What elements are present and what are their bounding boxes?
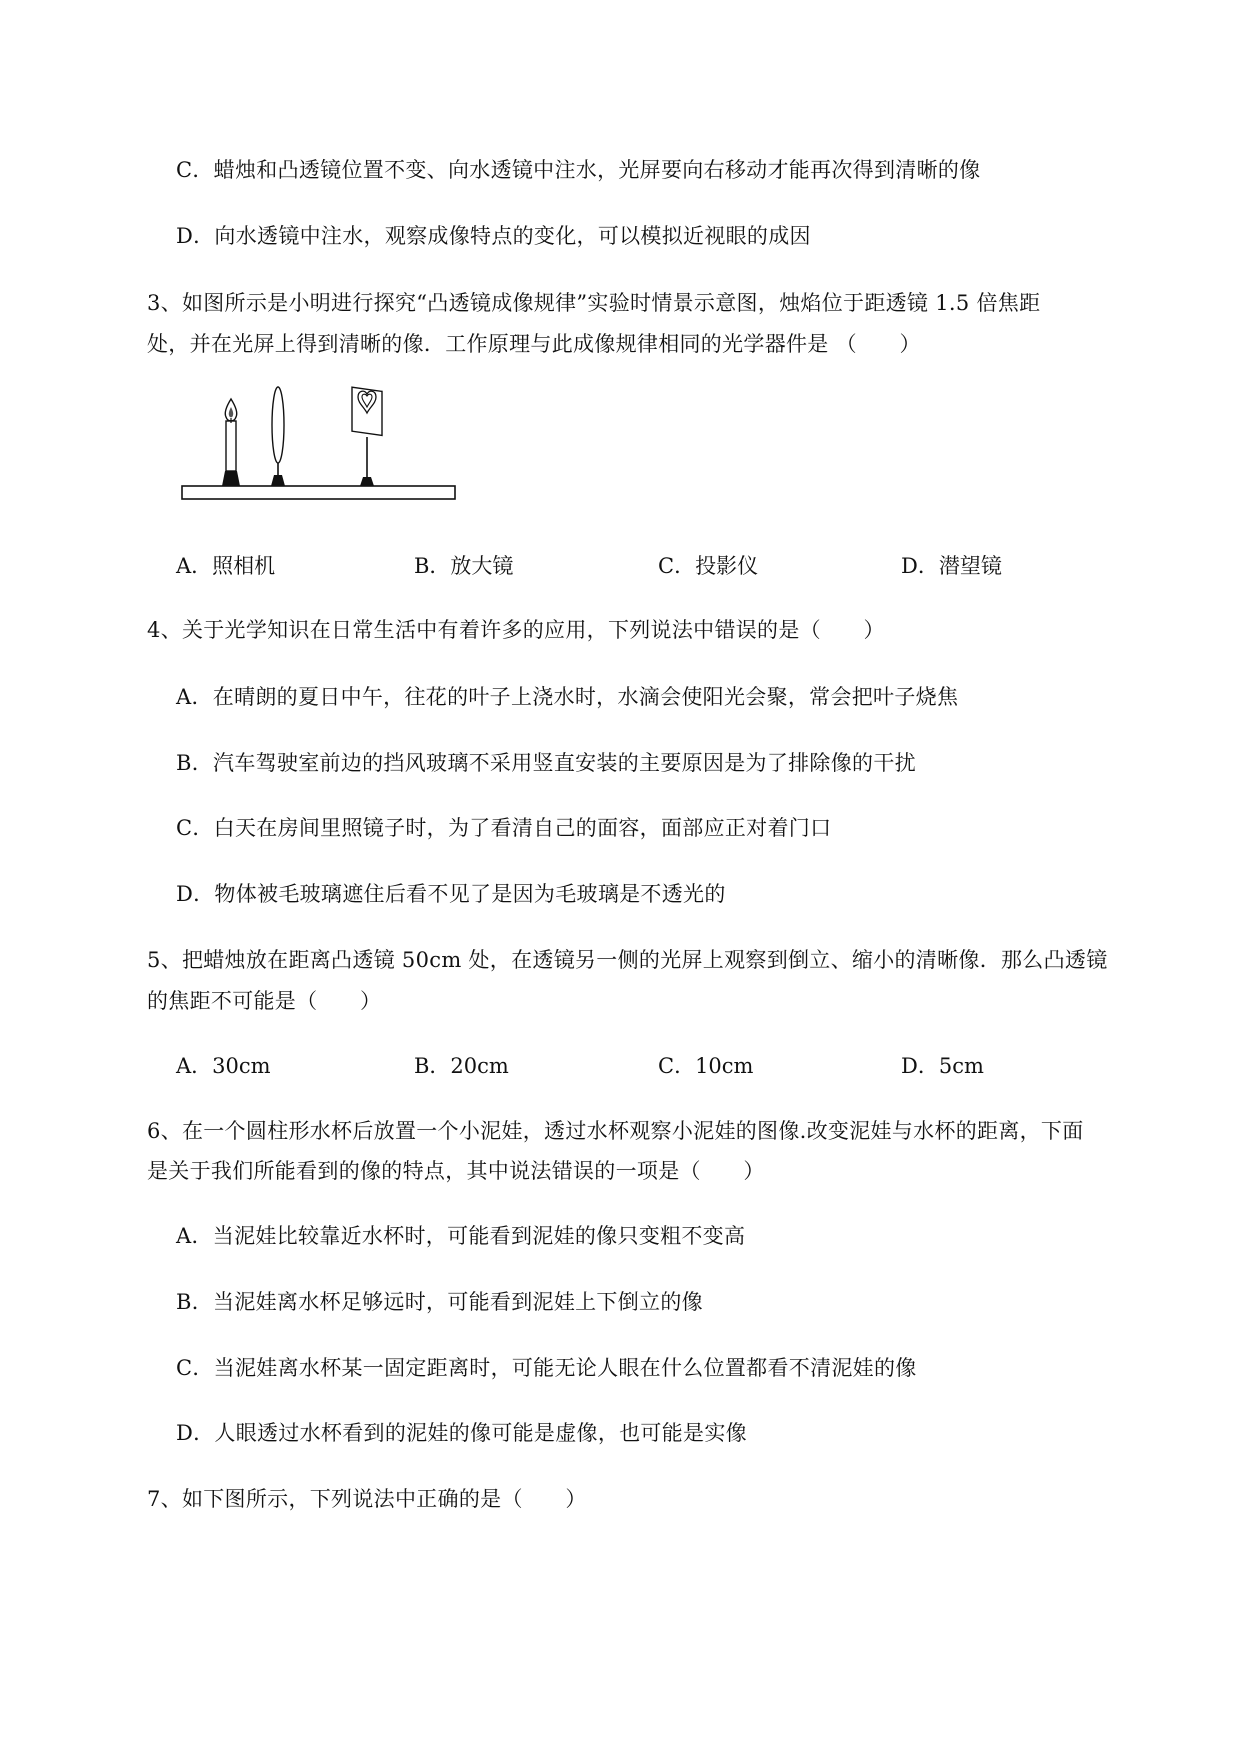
q3-option-d: D．潜望镜 <box>901 554 1002 578</box>
candle-icon <box>222 399 240 486</box>
q5-stem-line2: 的焦距不可能是（ ） <box>147 989 382 1013</box>
q3-stem-line2: 处，并在光屏上得到清晰的像．工作原理与此成像规律相同的光学器件是 （ ） <box>147 332 921 356</box>
q3-option-a: A．照相机 <box>176 554 276 578</box>
q6-option-a: A．当泥娃比较靠近水杯时，可能看到泥娃的像只变粗不变高 <box>176 1224 746 1248</box>
q6-option-b: B．当泥娃离水杯足够远时，可能看到泥娃上下倒立的像 <box>176 1290 703 1314</box>
q5-option-b: B．20cm <box>414 1054 509 1078</box>
q4-stem: 4、关于光学知识在日常生活中有着许多的应用，下列说法中错误的是（ ） <box>147 618 885 642</box>
q2-option-c: C．蜡烛和凸透镜位置不变、向水透镜中注水，光屏要向右移动才能再次得到清晰的像 <box>176 158 981 182</box>
q6-option-d: D．人眼透过水杯看到的泥娃的像可能是虚像，也可能是实像 <box>176 1421 747 1445</box>
q6-stem-line1: 6、在一个圆柱形水杯后放置一个小泥娃，透过水杯观察小泥娃的图像.改变泥娃与水杯的距离，下面 <box>147 1119 1084 1143</box>
q3-option-c: C．投影仪 <box>658 554 759 578</box>
q5-option-a: A．30cm <box>176 1054 271 1078</box>
q5-stem-line1: 5、把蜡烛放在距离凸透镜 50cm 处，在透镜另一侧的光屏上观察到倒立、缩小的清晰像．那么凸透镜 <box>147 948 1108 972</box>
q3-option-b: B．放大镜 <box>414 554 514 578</box>
q5-option-d: D．5cm <box>901 1054 984 1078</box>
q7-stem: 7、如下图所示，下列说法中正确的是（ ） <box>147 1487 587 1511</box>
q4-option-d: D．物体被毛玻璃遮住后看不见了是因为毛玻璃是不透光的 <box>176 882 726 906</box>
light-screen-icon <box>352 387 382 486</box>
q4-option-a: A．在晴朗的夏日中午，往花的叶子上浇水时，水滴会使阳光会聚，常会把叶子烧焦 <box>176 685 959 709</box>
q5-option-c: C．10cm <box>658 1054 754 1078</box>
q4-option-b: B．汽车驾驶室前边的挡风玻璃不采用竖直安装的主要原因是为了排除像的干扰 <box>176 751 916 775</box>
q6-option-c: C．当泥娃离水杯某一固定距离时，可能无论人眼在什么位置都看不清泥娃的像 <box>176 1356 917 1380</box>
q3-stem-line1: 3、如图所示是小明进行探究“凸透镜成像规律”实验时情景示意图，烛焰位于距透镜 1.5 倍焦距 <box>147 291 1041 315</box>
convex-lens-icon <box>271 387 285 486</box>
q4-option-c: C．白天在房间里照镜子时，为了看清自己的面容，面部应正对着门口 <box>176 816 832 840</box>
q2-option-d: D．向水透镜中注水，观察成像特点的变化，可以模拟近视眼的成因 <box>176 224 811 248</box>
q6-stem-line2: 是关于我们所能看到的像的特点，其中说法错误的一项是（ ） <box>147 1159 765 1183</box>
lens-experiment-figure <box>180 385 460 514</box>
